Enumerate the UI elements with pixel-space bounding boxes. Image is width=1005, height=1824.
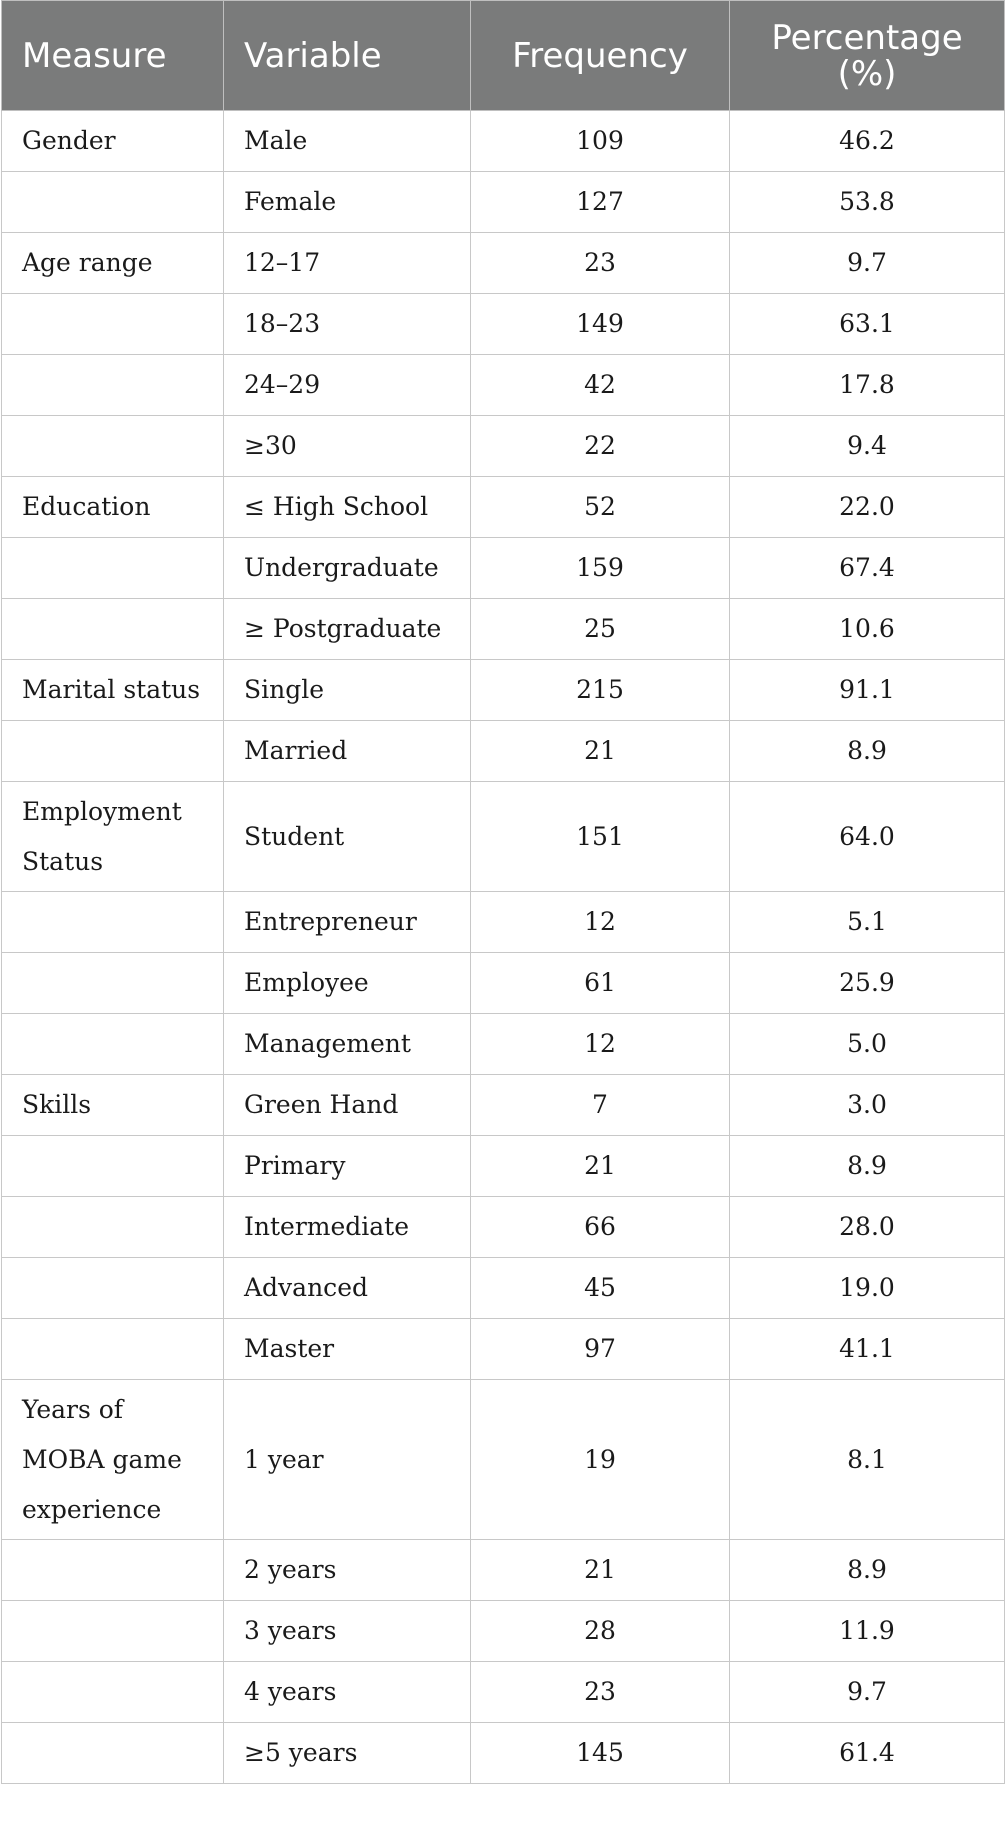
header-frequency: Frequency xyxy=(471,1,730,111)
percentage-cell: 9.7 xyxy=(730,233,1005,294)
frequency-cell: 61 xyxy=(471,953,730,1014)
frequency-cell: 151 xyxy=(471,782,730,892)
percentage-cell: 8.1 xyxy=(730,1380,1005,1540)
table-row xyxy=(2,111,1005,172)
frequency-cell: 7 xyxy=(471,1075,730,1136)
variable-cell: ≥ Postgraduate xyxy=(224,599,471,660)
table-row xyxy=(2,1075,1005,1136)
variable-cell: Primary xyxy=(224,1136,471,1197)
table-row xyxy=(2,294,1005,355)
variable-cell: Male xyxy=(224,111,471,172)
variable-cell: Advanced xyxy=(224,1258,471,1319)
header-variable: Variable xyxy=(224,1,471,111)
frequency-cell: 21 xyxy=(471,721,730,782)
measure-cell xyxy=(2,355,224,416)
variable-cell: Management xyxy=(224,1014,471,1075)
percentage-cell: 25.9 xyxy=(730,953,1005,1014)
measure-cell xyxy=(2,1540,224,1601)
table-row xyxy=(2,721,1005,782)
frequency-cell: 25 xyxy=(471,599,730,660)
variable-cell: Married xyxy=(224,721,471,782)
table-row xyxy=(2,1136,1005,1197)
measure-cell xyxy=(2,1136,224,1197)
percentage-cell: 41.1 xyxy=(730,1319,1005,1380)
table-row xyxy=(2,1723,1005,1784)
measure-cell xyxy=(2,1723,224,1784)
percentage-cell: 17.8 xyxy=(730,355,1005,416)
table-row xyxy=(2,1258,1005,1319)
variable-cell: 18–23 xyxy=(224,294,471,355)
variable-cell: 4 years xyxy=(224,1662,471,1723)
percentage-cell: 67.4 xyxy=(730,538,1005,599)
frequency-cell: 215 xyxy=(471,660,730,721)
frequency-cell: 97 xyxy=(471,1319,730,1380)
table-row xyxy=(2,477,1005,538)
percentage-cell: 8.9 xyxy=(730,1136,1005,1197)
variable-cell: Employee xyxy=(224,953,471,1014)
frequency-cell: 12 xyxy=(471,1014,730,1075)
variable-cell: 2 years xyxy=(224,1540,471,1601)
measure-cell xyxy=(2,1319,224,1380)
measure-cell xyxy=(2,1601,224,1662)
measure-cell xyxy=(2,1197,224,1258)
demographics-table xyxy=(1,0,1005,1784)
table-row xyxy=(2,1380,1005,1540)
frequency-cell: 12 xyxy=(471,892,730,953)
percentage-cell: 9.7 xyxy=(730,1662,1005,1723)
table-row xyxy=(2,233,1005,294)
variable-cell: Student xyxy=(224,782,471,892)
frequency-cell: 145 xyxy=(471,1723,730,1784)
frequency-cell: 127 xyxy=(471,172,730,233)
frequency-cell: 21 xyxy=(471,1540,730,1601)
percentage-cell: 64.0 xyxy=(730,782,1005,892)
measure-cell xyxy=(2,416,224,477)
percentage-cell: 61.4 xyxy=(730,1723,1005,1784)
table-header xyxy=(2,1,1005,111)
variable-cell: ≤ High School xyxy=(224,477,471,538)
percentage-cell: 10.6 xyxy=(730,599,1005,660)
measure-cell xyxy=(2,892,224,953)
variable-cell: Master xyxy=(224,1319,471,1380)
frequency-cell: 21 xyxy=(471,1136,730,1197)
table-row xyxy=(2,892,1005,953)
table-row xyxy=(2,416,1005,477)
variable-cell: 3 years xyxy=(224,1601,471,1662)
measure-cell: Employment Status xyxy=(2,782,224,892)
variable-cell: Female xyxy=(224,172,471,233)
measure-cell xyxy=(2,294,224,355)
measure-cell: Education xyxy=(2,477,224,538)
table-row xyxy=(2,1197,1005,1258)
frequency-cell: 23 xyxy=(471,1662,730,1723)
percentage-cell: 53.8 xyxy=(730,172,1005,233)
percentage-cell: 5.1 xyxy=(730,892,1005,953)
frequency-cell: 52 xyxy=(471,477,730,538)
measure-cell: Skills xyxy=(2,1075,224,1136)
frequency-cell: 28 xyxy=(471,1601,730,1662)
percentage-cell: 19.0 xyxy=(730,1258,1005,1319)
variable-cell: 24–29 xyxy=(224,355,471,416)
percentage-cell: 11.9 xyxy=(730,1601,1005,1662)
percentage-cell: 91.1 xyxy=(730,660,1005,721)
table-row xyxy=(2,1601,1005,1662)
variable-cell: ≥30 xyxy=(224,416,471,477)
percentage-cell: 28.0 xyxy=(730,1197,1005,1258)
measure-cell xyxy=(2,1014,224,1075)
frequency-cell: 42 xyxy=(471,355,730,416)
table-row xyxy=(2,1662,1005,1723)
measure-cell: Years of MOBA game experience xyxy=(2,1380,224,1540)
percentage-cell: 5.0 xyxy=(730,1014,1005,1075)
percentage-cell: 3.0 xyxy=(730,1075,1005,1136)
measure-cell xyxy=(2,1258,224,1319)
frequency-cell: 159 xyxy=(471,538,730,599)
variable-cell: 12–17 xyxy=(224,233,471,294)
measure-cell xyxy=(2,172,224,233)
table-row xyxy=(2,1540,1005,1601)
header-percentage: Percentage (%) xyxy=(730,1,1005,111)
table-row xyxy=(2,953,1005,1014)
measure-cell: Gender xyxy=(2,111,224,172)
percentage-cell: 63.1 xyxy=(730,294,1005,355)
frequency-cell: 45 xyxy=(471,1258,730,1319)
variable-cell: Intermediate xyxy=(224,1197,471,1258)
percentage-cell: 46.2 xyxy=(730,111,1005,172)
measure-cell xyxy=(2,538,224,599)
frequency-cell: 22 xyxy=(471,416,730,477)
frequency-cell: 66 xyxy=(471,1197,730,1258)
variable-cell: Entrepreneur xyxy=(224,892,471,953)
table-row xyxy=(2,599,1005,660)
variable-cell: 1 year xyxy=(224,1380,471,1540)
percentage-cell: 22.0 xyxy=(730,477,1005,538)
table-row xyxy=(2,660,1005,721)
measure-cell: Age range xyxy=(2,233,224,294)
frequency-cell: 23 xyxy=(471,233,730,294)
measure-cell xyxy=(2,721,224,782)
measure-cell: Marital status xyxy=(2,660,224,721)
table-row xyxy=(2,538,1005,599)
measure-cell xyxy=(2,953,224,1014)
frequency-cell: 109 xyxy=(471,111,730,172)
table-row xyxy=(2,1014,1005,1075)
table-row xyxy=(2,355,1005,416)
table-row xyxy=(2,782,1005,892)
measure-cell xyxy=(2,599,224,660)
percentage-cell: 9.4 xyxy=(730,416,1005,477)
header-measure: Measure xyxy=(2,1,224,111)
table-row xyxy=(2,172,1005,233)
variable-cell: Single xyxy=(224,660,471,721)
variable-cell: Green Hand xyxy=(224,1075,471,1136)
table-row xyxy=(2,1319,1005,1380)
variable-cell: Undergraduate xyxy=(224,538,471,599)
frequency-cell: 19 xyxy=(471,1380,730,1540)
header-row xyxy=(2,1,1005,111)
percentage-cell: 8.9 xyxy=(730,1540,1005,1601)
measure-cell xyxy=(2,1662,224,1723)
variable-cell: ≥5 years xyxy=(224,1723,471,1784)
table-body xyxy=(2,111,1005,1784)
percentage-cell: 8.9 xyxy=(730,721,1005,782)
frequency-cell: 149 xyxy=(471,294,730,355)
